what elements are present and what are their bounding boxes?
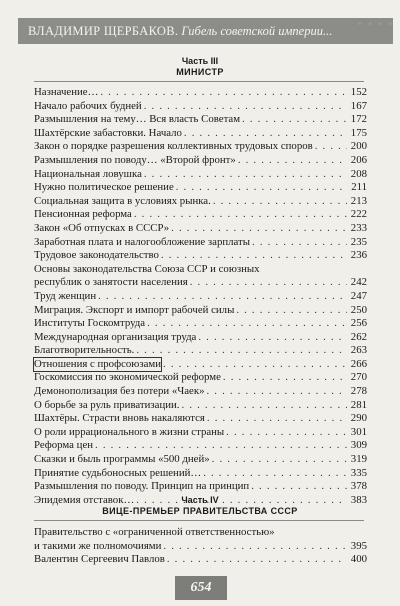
toc-entry[interactable]: Заработная плата и налогообложение зарплаты . . . 235 bbox=[34, 236, 367, 250]
header-author: ВЛАДИМИР ЩЕРБАКОВ. bbox=[28, 24, 179, 38]
toc-entry[interactable]: Демонополизация без потери «Чаек» . . . 278 bbox=[34, 385, 367, 399]
toc-entry[interactable]: Сказки и быль программы «500 дней» . . . 319 bbox=[34, 453, 367, 467]
divider bbox=[34, 520, 364, 521]
part-4-label: Часть IV bbox=[181, 495, 219, 505]
toc-entry-line2[interactable]: и такими же полномочиями . . . 395 bbox=[34, 540, 367, 554]
toc-entry[interactable]: Начало рабочих будней . . . 167 bbox=[34, 100, 367, 114]
toc-entry[interactable]: Шахтёры. Страсти вновь накаляются . . . 290 bbox=[34, 412, 367, 426]
part-3-name: МИНИСТР bbox=[176, 67, 224, 77]
toc-entry[interactable]: О роли иррационального в жизни страны . . . 301 bbox=[34, 426, 367, 440]
toc-entry[interactable]: Реформа цен . . . 309 bbox=[34, 439, 367, 453]
toc-entry[interactable]: Госкомиссия по экономической реформе . . . 270 bbox=[34, 371, 367, 385]
toc-entry[interactable]: Нужно политическое решение . . . 211 bbox=[34, 181, 367, 195]
toc-entry-line1[interactable]: Основы законодательства Союза ССР и союзных bbox=[34, 262, 260, 275]
toc-part-4 bbox=[34, 526, 367, 567]
toc-entry[interactable]: Национальная ловушка . . . 208 bbox=[34, 168, 367, 182]
part-3-label: Часть III bbox=[181, 56, 219, 66]
toc-entry-line2[interactable]: республик о занятости населения . . . 242 bbox=[34, 276, 367, 290]
toc-entry[interactable]: Труд женщин . . . 247 bbox=[34, 290, 367, 304]
toc-entry[interactable]: Эпидемия отставок… . . . 383 bbox=[34, 494, 367, 508]
toc-entry[interactable]: Институты Госкомтруда . . . 256 bbox=[34, 317, 367, 331]
part-4-name: ВИЦЕ-ПРЕМЬЕР ПРАВИТЕЛЬСТВА СССР bbox=[102, 506, 298, 516]
part-3-heading bbox=[0, 56, 400, 78]
toc-entry[interactable]: Благотворительность. . . . 263 bbox=[34, 344, 367, 358]
toc-entry[interactable]: Отношения с профсоюзами . . . 266 bbox=[34, 358, 367, 372]
toc-entry[interactable]: Размышления на тему… Вся власть Советам . . . 172 bbox=[34, 113, 367, 127]
toc-entry[interactable]: Валентин Сергеевич Павлов . . . 400 bbox=[34, 553, 367, 567]
toc-entry[interactable]: Закон «Об отпусках в СССР» . . . 233 bbox=[34, 222, 367, 236]
toc-entry-line1[interactable]: Правительство с «ограниченной ответственностью» bbox=[34, 526, 275, 538]
toc-entry[interactable]: Размышления по поводу… «Второй фронт» . . . 206 bbox=[34, 154, 367, 168]
toc-entry[interactable]: О борьбе за руль приватизации. . . . 281 bbox=[34, 399, 367, 413]
page-number: 654 bbox=[175, 576, 227, 600]
toc-entry[interactable]: Шахтёрские забастовки. Начало . . . 175 bbox=[34, 127, 367, 141]
toc-entry[interactable]: Назначение… . . . 152 bbox=[34, 86, 367, 100]
toc-part-3 bbox=[34, 86, 367, 507]
running-header bbox=[18, 18, 393, 44]
toc-entry[interactable]: Трудовое законодательство . . . 236 bbox=[34, 249, 367, 263]
toc-entry[interactable]: Миграция. Экспорт и импорт рабочей силы . . . 250 bbox=[34, 304, 367, 318]
header-title: Гибель советской империи... bbox=[178, 24, 333, 38]
divider bbox=[34, 81, 364, 82]
decorative-dots: • • • • bbox=[357, 20, 394, 30]
toc-entry[interactable]: Закон о порядке разрешения коллективных трудовых споров . . . 200 bbox=[34, 140, 367, 154]
part-4-heading bbox=[0, 495, 400, 517]
toc-entry[interactable]: Пенсионная реформа . . . 222 bbox=[34, 208, 367, 222]
toc-entry[interactable]: Размышления по поводу. Принцип на принцип . . . 378 bbox=[34, 480, 367, 494]
toc-entry[interactable]: Принятие судьбоносных решений… . . . 335 bbox=[34, 467, 367, 481]
toc-entry[interactable]: Социальная защита в условиях рынка. . . . 213 bbox=[34, 195, 367, 209]
toc-entry[interactable]: Международная организация труда . . . 262 bbox=[34, 331, 367, 345]
